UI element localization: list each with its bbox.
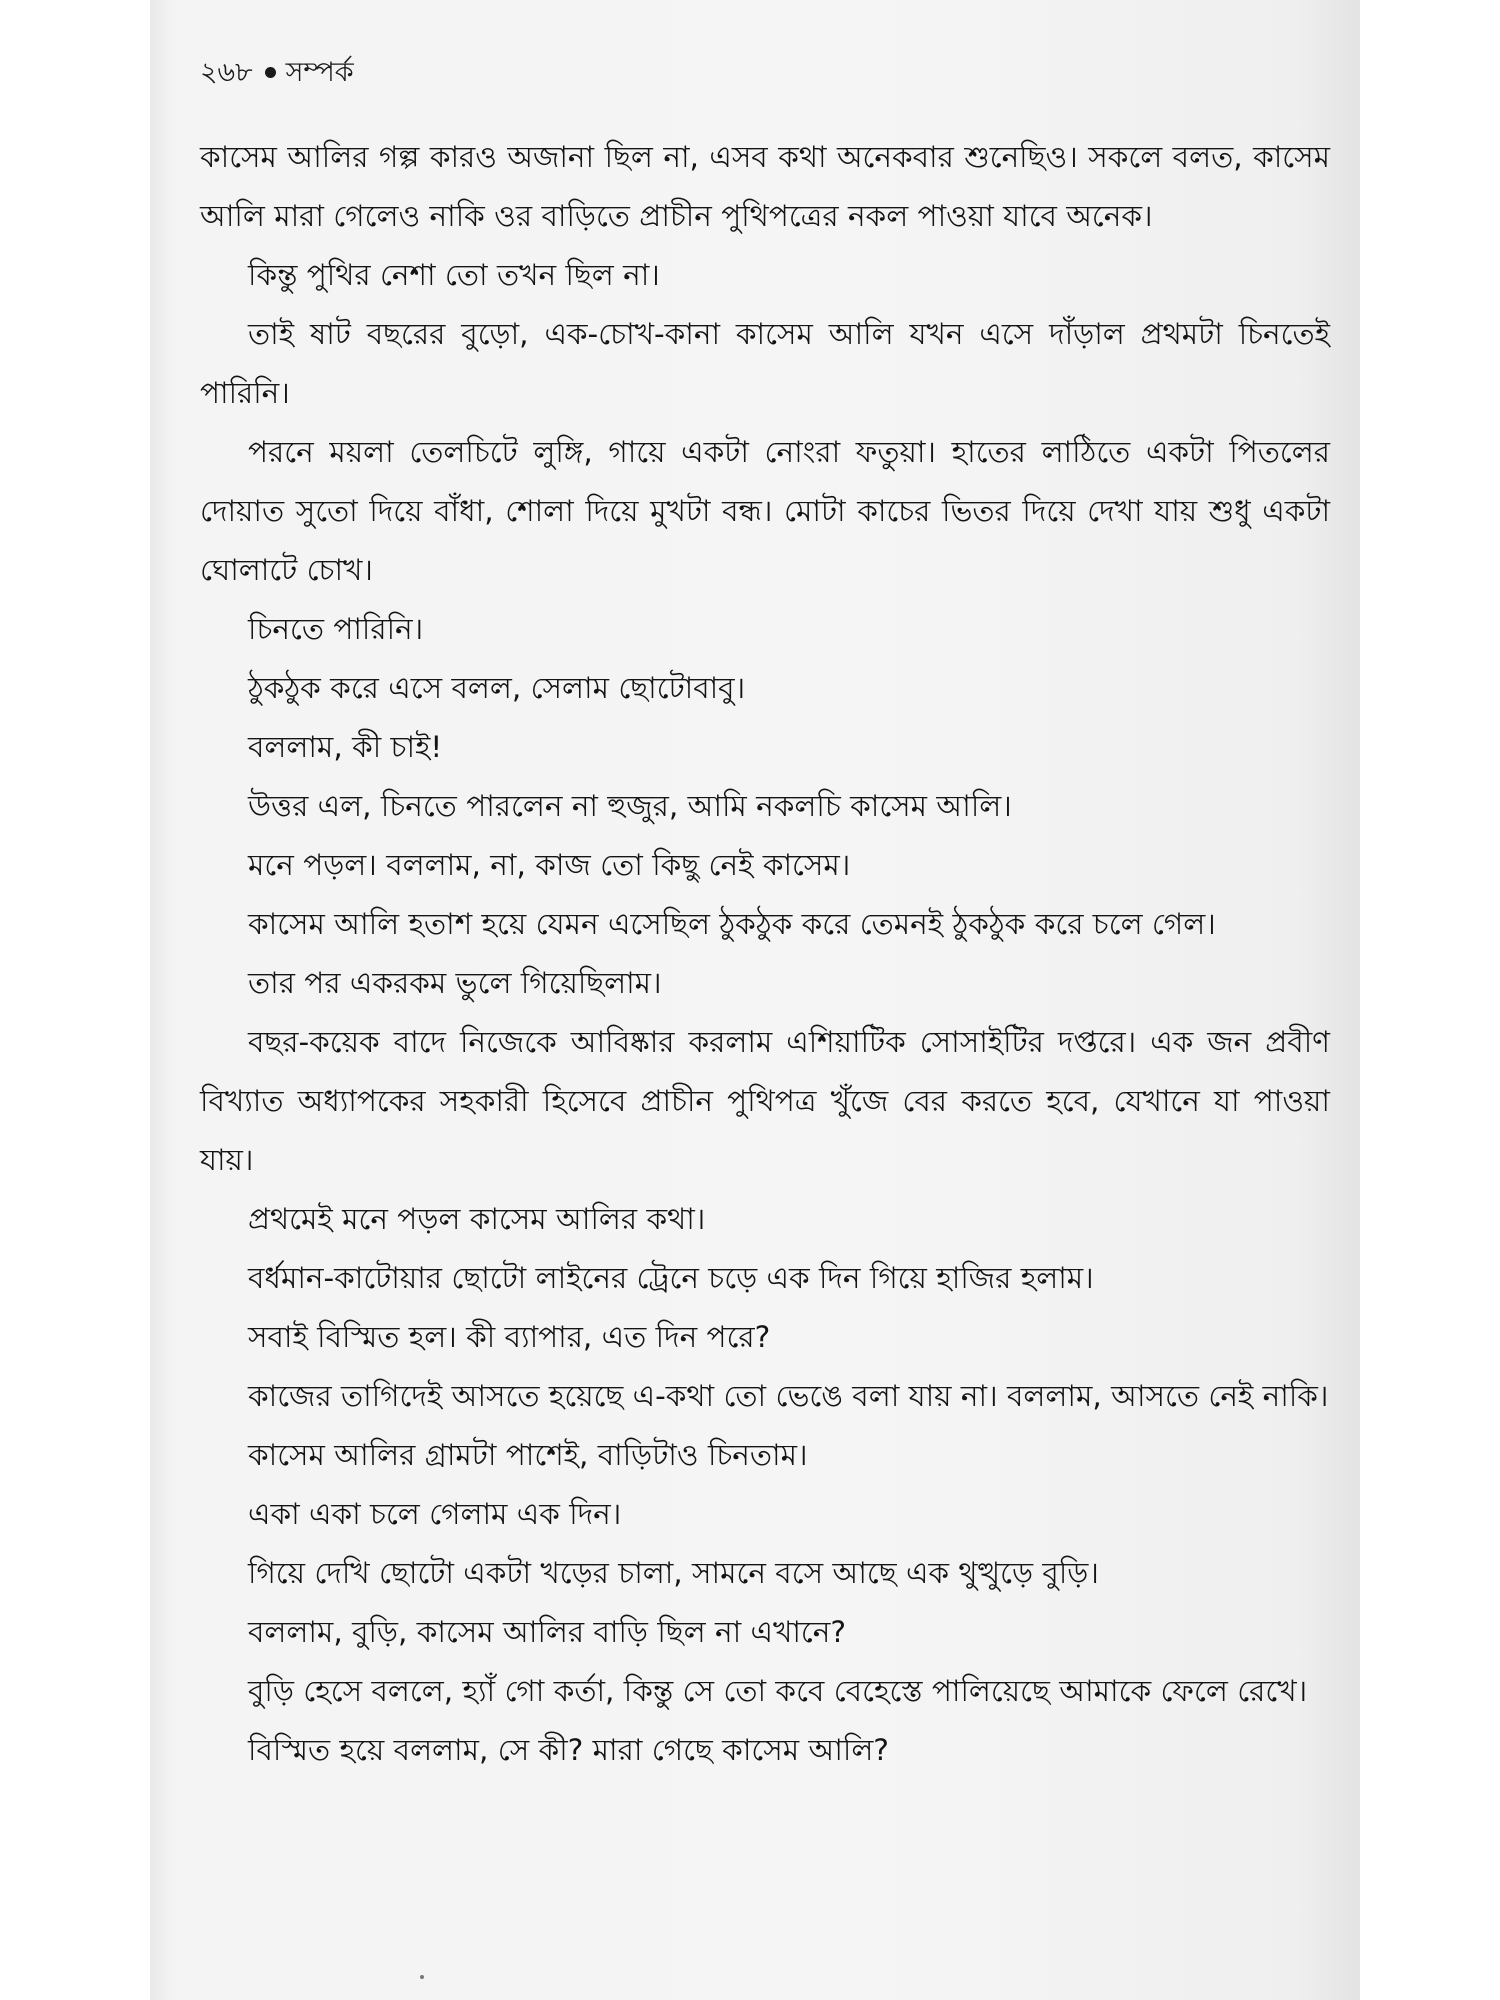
paragraph: তার পর একরকম ভুলে গিয়েছিলাম। xyxy=(248,966,662,1000)
paragraph: তাই ষাট বছরের বুড়ো, এক-চোখ-কানা কাসেম আলি যখন এসে দাঁড়াল প্রথমটা চিনতেই পারিনি। xyxy=(200,317,1330,410)
paragraph: একা একা চলে গেলাম এক দিন। xyxy=(248,1497,622,1531)
paragraph: ঠুকঠুক করে এসে বলল, সেলাম ছোটোবাবু। xyxy=(248,671,746,705)
paragraph: পরনে ময়লা তেলচিটে লুঙ্গি, গায়ে একটা নোংরা ফতুয়া। হাতের লাঠিতে একটা পিতলের দোয়াত সুতো দিয়ে বাঁধা, শোলা দিয়ে মুখটা বন্ধ। মোটা কাচের ভিতর দিয়ে দেখা যায় শুধু একটা ঘোলাটে চোখ। xyxy=(200,435,1330,587)
bullet-separator xyxy=(265,67,276,78)
body-text xyxy=(200,128,1330,1780)
ink-speck xyxy=(420,1975,424,1979)
paragraph: কাসেম আলির গল্প কারও অজানা ছিল না, এসব কথা অনেকবার শুনেছিও। সকলে বলত, কাসেম আলি মারা গেলেও নাকি ওর বাড়িতে প্রাচীন পুথিপত্রের নকল পাওয়া যাবে অনেক। xyxy=(200,140,1330,233)
paragraph: বিস্মিত হয়ে বললাম, সে কী? মারা গেছে কাসেম আলি? xyxy=(248,1733,889,1767)
paragraph: উত্তর এল, চিনতে পারলেন না হুজুর, আমি নকলচি কাসেম আলি। xyxy=(248,789,1012,823)
paragraph: বললাম, বুড়ি, কাসেম আলির বাড়ি ছিল না এখানে? xyxy=(248,1615,847,1649)
paragraph: বর্ধমান-কাটোয়ার ছোটো লাইনের ট্রেনে চড়ে এক দিন গিয়ে হাজির হলাম। xyxy=(248,1261,1094,1295)
paragraph: কিন্তু পুথির নেশা তো তখন ছিল না। xyxy=(248,258,660,292)
paragraph: মনে পড়ল। বললাম, না, কাজ তো কিছু নেই কাসেম। xyxy=(248,848,851,882)
paragraph: কাসেম আলির গ্রামটা পাশেই, বাড়িটাও চিনতাম। xyxy=(248,1438,808,1472)
paragraph: কাসেম আলি হতাশ হয়ে যেমন এসেছিল ঠুকঠুক করে তেমনই ঠুকঠুক করে চলে গেল। xyxy=(248,907,1216,941)
paragraph: বছর-কয়েক বাদে নিজেকে আবিষ্কার করলাম এশিয়াটিক সোসাইটির দপ্তরে। এক জন প্রবীণ বিখ্যাত অধ্যাপকের সহকারী হিসেবে প্রাচীন পুথিপত্র খুঁজে বের করতে হবে, যেখানে যা পাওয়া যায়। xyxy=(200,1025,1330,1177)
running-header xyxy=(200,52,354,97)
paragraph: বললাম, কী চাই! xyxy=(248,730,443,764)
paragraph: কাজের তাগিদেই আসতে হয়েছে এ-কথা তো ভেঙে বলা যায় না। বললাম, আসতে নেই নাকি। xyxy=(248,1379,1329,1413)
paragraph: প্রথমেই মনে পড়ল কাসেম আলির কথা। xyxy=(248,1202,706,1236)
book-title: সম্পর্ক xyxy=(285,57,354,88)
paragraph: চিনতে পারিনি। xyxy=(248,612,424,646)
page-number: ২৬৮ xyxy=(200,57,253,88)
paragraph: বুড়ি হেসে বললে, হ্যাঁ গো কর্তা, কিন্তু সে তো কবে বেহেস্তে পালিয়েছে আমাকে ফেলে রেখে। xyxy=(248,1674,1308,1708)
paragraph: গিয়ে দেখি ছোটো একটা খড়ের চালা, সামনে বসে আছে এক থুত্থুড়ে বুড়ি। xyxy=(248,1556,1099,1590)
paragraph: সবাই বিস্মিত হল। কী ব্যাপার, এত দিন পরে? xyxy=(248,1320,771,1354)
